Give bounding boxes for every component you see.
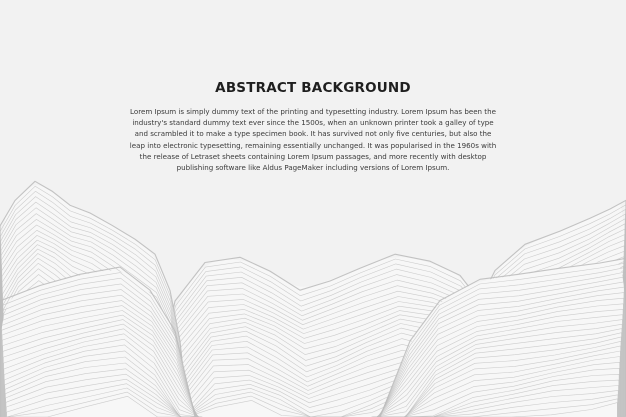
ridge-front-left: [0, 267, 203, 417]
page-title: ABSTRACT BACKGROUND: [215, 80, 411, 96]
description-paragraph: Lorem Ipsum is simply dummy text of the printing and typesetting industry. Lorem Ipsum has been the industry's standard dummy text ever since the 1500s, when an unknown printer took a galley of type and scrambled it to make a type specimen book. It has survived not only five centuries, but also the leap into electronic typesetting, remaining essentially unchanged. It was popularised in the 1960s with the release of Letraset sheets containing Lorem Ipsum passages, and more recently with desktop publishing software like Aldus PageMaker including versions of Lorem Ipsum.: [129, 107, 497, 173]
